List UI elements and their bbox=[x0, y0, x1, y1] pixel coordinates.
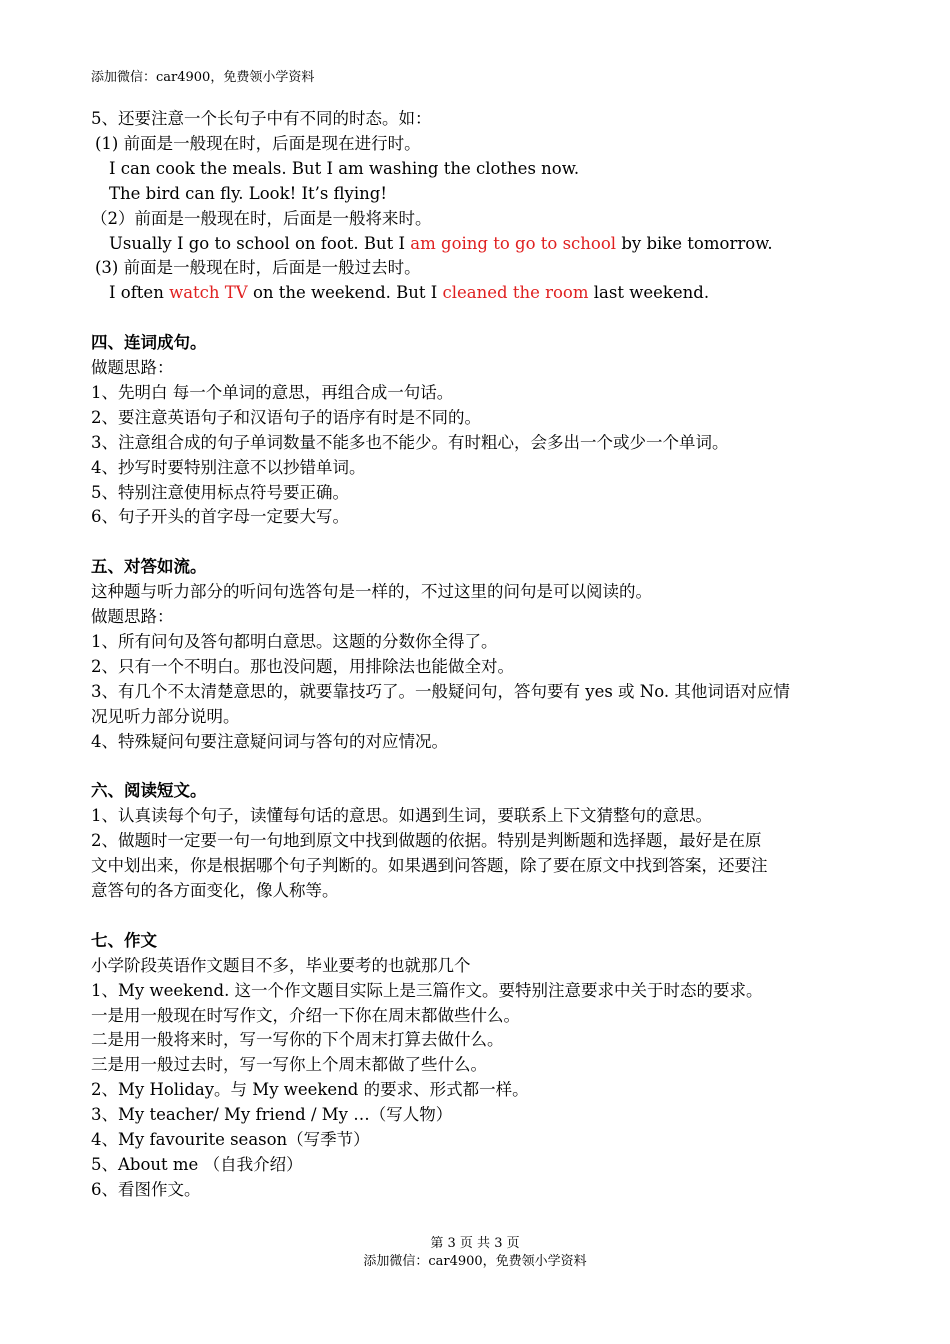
section-6-title: 六、阅读短文。 bbox=[91, 781, 207, 801]
tense-note: 5、还要注意一个长句子中有不同的时态。如： bbox=[91, 109, 432, 128]
example-text: I often bbox=[109, 283, 170, 303]
spacer bbox=[91, 904, 863, 929]
section-4-item: 6、句子开头的首字母一定要大写。 bbox=[91, 507, 349, 527]
section-5-item-continued: 况见听力部分说明。 bbox=[91, 706, 240, 726]
highlight-text: cleaned the room bbox=[442, 283, 589, 303]
section-4-title: 四、连词成句。 bbox=[91, 333, 207, 353]
section-7-description: 小学阶段英语作文题目不多，毕业要考的也就那几个 bbox=[91, 955, 471, 975]
section-4-item: 2、要注意英语句子和汉语句子的语序有时是不同的。 bbox=[91, 407, 481, 427]
section-4-item: 5、特别注意使用标点符号要正确。 bbox=[91, 482, 349, 502]
tense-case-1-example-1: I can cook the meals. But I am washing the clothes now. bbox=[109, 158, 580, 178]
section-7-item: 5、About me （自我介绍） bbox=[91, 1155, 303, 1174]
tense-case-2-example bbox=[91, 232, 863, 257]
spacer bbox=[91, 530, 863, 555]
section-7-item: 一是用一般现在时写作文，介绍一下你在周末都做些什么。 bbox=[91, 1005, 520, 1025]
section-4-intro: 做题思路： bbox=[91, 358, 174, 378]
section-5-title: 五、对答如流。 bbox=[91, 557, 207, 577]
section-5-item: 4、特殊疑问句要注意疑问词与答句的对应情况。 bbox=[91, 731, 448, 751]
document-body bbox=[91, 107, 863, 1203]
highlight-text: am going to go to school bbox=[410, 233, 617, 253]
example-text: last weekend. bbox=[588, 283, 710, 303]
section-7-item: 6、看图作文。 bbox=[91, 1179, 201, 1199]
spacer bbox=[91, 306, 863, 331]
tense-case-1-example-2: The bird can fly. Look! It’s flying! bbox=[109, 183, 387, 203]
section-6-item: 1、认真读每个句子，读懂每句话的意思。如遇到生词，要联系上下文猜整句的意思。 bbox=[91, 806, 712, 826]
tense-case-2: （2）前面是一般现在时，后面是一般将来时。 bbox=[91, 208, 432, 228]
section-5-item: 1、所有问句及答句都明白意思。这题的分数你全得了。 bbox=[91, 632, 498, 651]
header-wechat-note: 添加微信：car4900，免费领小学资料 bbox=[91, 70, 315, 85]
section-5-item: 3、有几个不太清楚意思的，就要靠技巧了。一般疑问句，答句要有 yes 或 No. 其他词语对应情 bbox=[91, 681, 790, 701]
section-7-item: 二是用一般将来时，写一写你的下个周末打算去做什么。 bbox=[91, 1030, 504, 1050]
section-4-item: 4、抄写时要特别注意不以抄错单词。 bbox=[91, 457, 366, 477]
example-text: by bike tomorrow. bbox=[616, 233, 773, 253]
section-5-intro: 做题思路： bbox=[91, 607, 174, 627]
footer-wechat-note: 添加微信：car4900，免费领小学资料 bbox=[363, 1254, 587, 1269]
example-text: on the weekend. But I bbox=[247, 283, 443, 303]
example-text: Usually I go to school on foot. But I bbox=[109, 233, 411, 253]
section-5-description: 这种题与听力部分的听问句选答句是一样的，不过这里的问句是可以阅读的。 bbox=[91, 582, 652, 602]
section-7-item: 2、My Holiday。与 My weekend 的要求、形式都一样。 bbox=[91, 1080, 529, 1100]
spacer bbox=[91, 755, 863, 780]
tense-case-3-example bbox=[91, 281, 863, 306]
section-7-item: 3、My teacher/ My friend / My …（写人物） bbox=[91, 1105, 453, 1125]
section-4-item: 3、注意组合成的句子单词数量不能多也不能少。有时粗心，会多出一个或少一个单词。 bbox=[91, 432, 729, 452]
section-5-item: 2、只有一个不明白。那也没问题，用排除法也能做全对。 bbox=[91, 656, 514, 676]
tense-case-3: (3) 前面是一般现在时，后面是一般过去时。 bbox=[95, 258, 421, 278]
highlight-text: watch TV bbox=[169, 283, 248, 303]
section-6-item-continued: 文中划出来，你是根据哪个句子判断的。如果遇到问答题，除了要在原文中找到答案，还要注 bbox=[91, 856, 768, 876]
section-7-item: 1、My weekend. 这一个作文题目实际上是三篇作文。要特别注意要求中关于时态的要求。 bbox=[91, 980, 763, 1000]
page-number: 第 3 页 共 3 页 bbox=[430, 1236, 520, 1251]
tense-case-1: (1) 前面是一般现在时，后面是现在进行时。 bbox=[95, 133, 421, 153]
section-6-item-continued: 意答句的各方面变化，像人称等。 bbox=[91, 881, 339, 901]
section-7-title: 七、作文 bbox=[91, 930, 157, 950]
section-7-item: 4、My favourite season（写季节） bbox=[91, 1130, 370, 1150]
section-7-item: 三是用一般过去时，写一写你上个周末都做了些什么。 bbox=[91, 1055, 487, 1075]
section-6-item: 2、做题时一定要一句一句地到原文中找到做题的依据。特别是判断题和选择题，最好是在原 bbox=[91, 831, 762, 851]
section-4-item: 1、先明白 每一个单词的意思，再组合成一句话。 bbox=[91, 382, 454, 402]
